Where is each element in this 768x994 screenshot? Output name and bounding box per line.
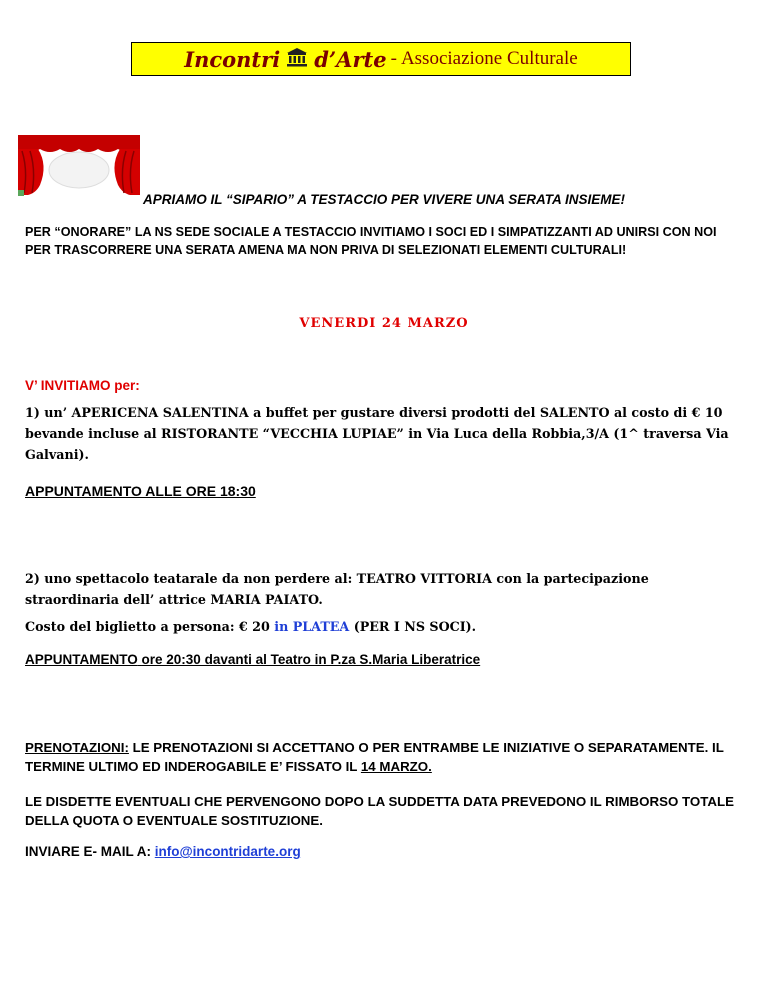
booking-deadline: 14 MARZO. [360, 759, 432, 774]
booking-label: PRENOTAZIONI: [25, 740, 129, 755]
contact-line [25, 844, 301, 859]
brand-arte: d’Arte [314, 46, 387, 72]
price-suffix: (PER I NS SOCI). [353, 619, 477, 634]
booking-paragraph [25, 738, 745, 776]
booking-text: LE PRENOTAZIONI SI ACCETTANO O PER ENTRAMBE LE INIZIATIVE O SEPARATAMENTE. IL TERMINE ULTIMO ED INDEROGABILE E’ FISSATO IL [25, 740, 724, 774]
cancellation-paragraph: LE DISDETTE EVENTUALI CHE PERVENGONO DOPO LA SUDDETTA DATA PREVEDONO IL RIMBORSO TOTALE DELLA QUOTA O EVENTUALE SOSTITUZIONE. [25, 794, 734, 828]
intro-paragraph: PER “ONORARE” LA NS SEDE SOCIALE A TESTACCIO INVITIAMO I SOCI ED I SIMPATIZZANTI AD UNIRSI CON NOI PER TRASCORRERE UNA SERATA AMENA MA NON PRIVA DI SELEZIONATI ELEMENTI CULTURALI! [25, 225, 717, 257]
email-link[interactable]: info@incontridarte.org [154, 844, 301, 859]
item-2-teatro: 2) uno spettacolo teatarale da non perdere al: TEATRO VITTORIA con la partecipazione straordinaria dell’ attrice MARIA PAIATO. [25, 571, 649, 607]
museum-icon [286, 47, 308, 72]
header-banner [131, 42, 631, 76]
invite-label: V’ INVITIAMO per: [25, 378, 140, 393]
brand-incontri: Incontri [184, 46, 281, 72]
ticket-price [25, 616, 476, 637]
theater-curtain-image [18, 135, 140, 197]
appointment-details: ore 20:30 davanti al Teatro in P.za S.Maria Liberatrice [141, 652, 481, 667]
item-1-aperitivo: 1) un’ APERICENA SALENTINA a buffet per gustare diversi prodotti del SALENTO al costo di € 10 bevande incluse al RISTORANTE “VECCHIA LUPIAE” in Via Luca della Robbia,3/A (1^ traversa Via Galvani). [25, 405, 729, 462]
item-1-appointment: APPUNTAMENTO ALLE ORE 18:30 [25, 483, 256, 499]
price-highlight: in PLATEA [274, 619, 350, 634]
appointment-word: APPUNTAMENTO [25, 652, 138, 667]
contact-label: INVIARE E- MAIL A: [25, 844, 152, 859]
event-date: VENERDI 24 MARZO [299, 316, 469, 331]
item-2-appointment [25, 652, 480, 667]
price-prefix: Costo del biglietto a persona: € 20 [25, 619, 270, 634]
headline: APRIAMO IL “SIPARIO” A TESTACCIO PER VIVERE UNA SERATA INSIEME! [143, 192, 626, 207]
header-dash: - [390, 48, 397, 69]
header-subtitle: Associazione Culturale [400, 48, 578, 69]
